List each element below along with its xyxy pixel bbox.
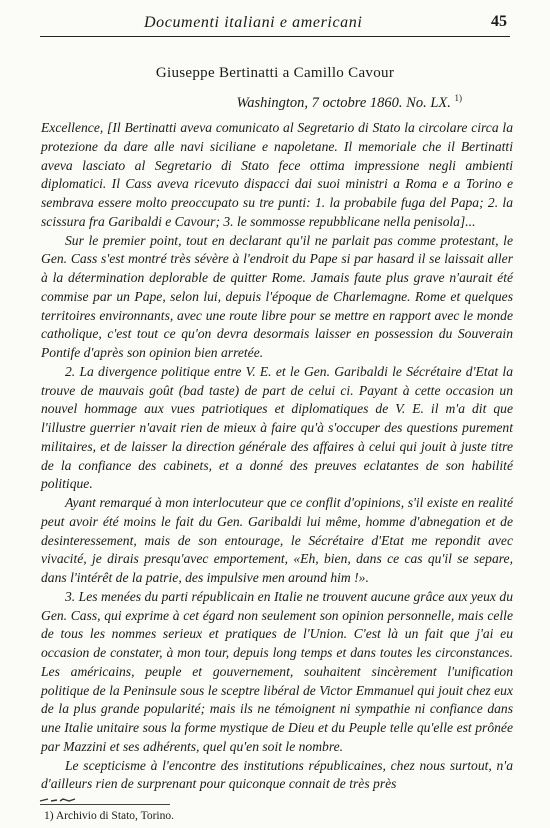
paragraph-point-three: 3. Les menées du parti républicain en Italie ne trouvent aucune grâce aux yeux du Gen. Cass, qui exprime à cet égard non seulement son opinion personnelle, mais celle de tous les nommes serieux et pratiques de l'Union. C'est là un fait que j'ai eu occasion de constater, à mon tour, depuis long temps et dans toutes les circonstances. Les américains, peuple et gouvernement, souhaitent sincèrement l'unification politique de la Peninsule sous le sceptre libéral de Victor Emmanuel qui jouit chez eux de la plus grande popularité; mais ils ne témoignent ni sympathie ni confiance dans une Italie unitaire sous la forme mystique de Dieu et du Peuple telle qu'elle est prônée par Mazzini et ses adhérents, quel qu'en soit le nombre.: [41, 588, 513, 754]
page-header: [0, 8, 550, 38]
paragraph-point-two: 2. La divergence politique entre V. E. et le Gen. Garibaldi le Sécrétaire d'Etat la trouve de mauvais goût (bad taste) de part de celui ci. Payant à cette occasion un nouvel hommage aux vues patriotiques et diplomatiques de V. E. il m'a dit que l'illustre guerrier n'avait rien de mieux à faire qu'à s'occuper des questions purement militaires, et de laisser la direction générale des affaires à celui qui jouit à juste titre de la confiance des cabinets, et a donné des preuves eclatantes de son habilité politique.: [41, 363, 513, 492]
footnote-text: Archivio di Stato, Torino.: [55, 810, 174, 822]
footnote: [44, 810, 174, 822]
footnote-marker: 1): [454, 93, 462, 103]
letter-body: [41, 119, 513, 794]
footnote-rule: [40, 804, 170, 805]
paragraph-conflict: Ayant remarqué à mon interlocuteur que ce conflit d'opinions, s'il existe en realité peut avoir été moins le fait du Gen. Garibaldi lui même, homme d'abnegation et de desinteressement, mais de son entourage, le Sécrétaire d'Etat me repondit avec vivacité, je dirais presqu'avec emportement, «Eh, bien, dans ce cas qu'il se separe, dans l'intérêt de la patrie, des impulsive men around him !».: [41, 495, 513, 585]
dateline-text: Washington, 7 octobre 1860. No. LX.: [236, 94, 451, 111]
paragraph-point-one: Sur le premier point, tout en declarant qu'il ne parlait pas comme protestant, le Gen. Cass s'est montré très sévère à l'endroit du Pape si par hasard il se laissait aller à la détermination deplorable de quitter Rome. Jamais faute plus grave n'aurait été commise par un Pape, selon lui, depuis l'époque de Charlemagne. Rome et quelques territoires environnants, avec une route libre pour se mettre en rapport avec le monde catholique, c'est tout ce qu'on devra desormais laisser en possession du Souverain Pontife d'après son opinion bien arretée.: [41, 232, 513, 360]
letter-title: Giuseppe Bertinatti a Camillo Cavour: [155, 65, 395, 81]
dateline: [236, 93, 462, 112]
page-number: 45: [491, 13, 507, 30]
header-rule: [40, 36, 510, 37]
paragraph-scepticism: Le scepticisme à l'encontre des institutions républicaines, chez nous surtout, n'a d'ailleurs rien de surprenant pour quiconque connait de très près: [41, 757, 513, 792]
running-title: Documenti italiani e americani: [144, 14, 363, 31]
paragraph-intro: Excellence, [Il Bertinatti aveva comunicato al Segretario di Stato la circolare circa la protezione da dare alle navi siciliane e napoletane. Il memoriale che il Bertinatti aveva lasciato al Segretario di Stato fece ottima impressione negli ambienti diplomatici. Il Cass aveva ricevuto dispacci dai suoi ministri a Roma e a Torino e sembrava essere molto preoccupato su tre punti: 1. la probabile fuga del Papa; 2. la scissura fra Garibaldi e Cavour; 3. le sommosse repubblicane nella penisola]...: [41, 120, 513, 229]
footnote-number: 1): [44, 810, 54, 822]
